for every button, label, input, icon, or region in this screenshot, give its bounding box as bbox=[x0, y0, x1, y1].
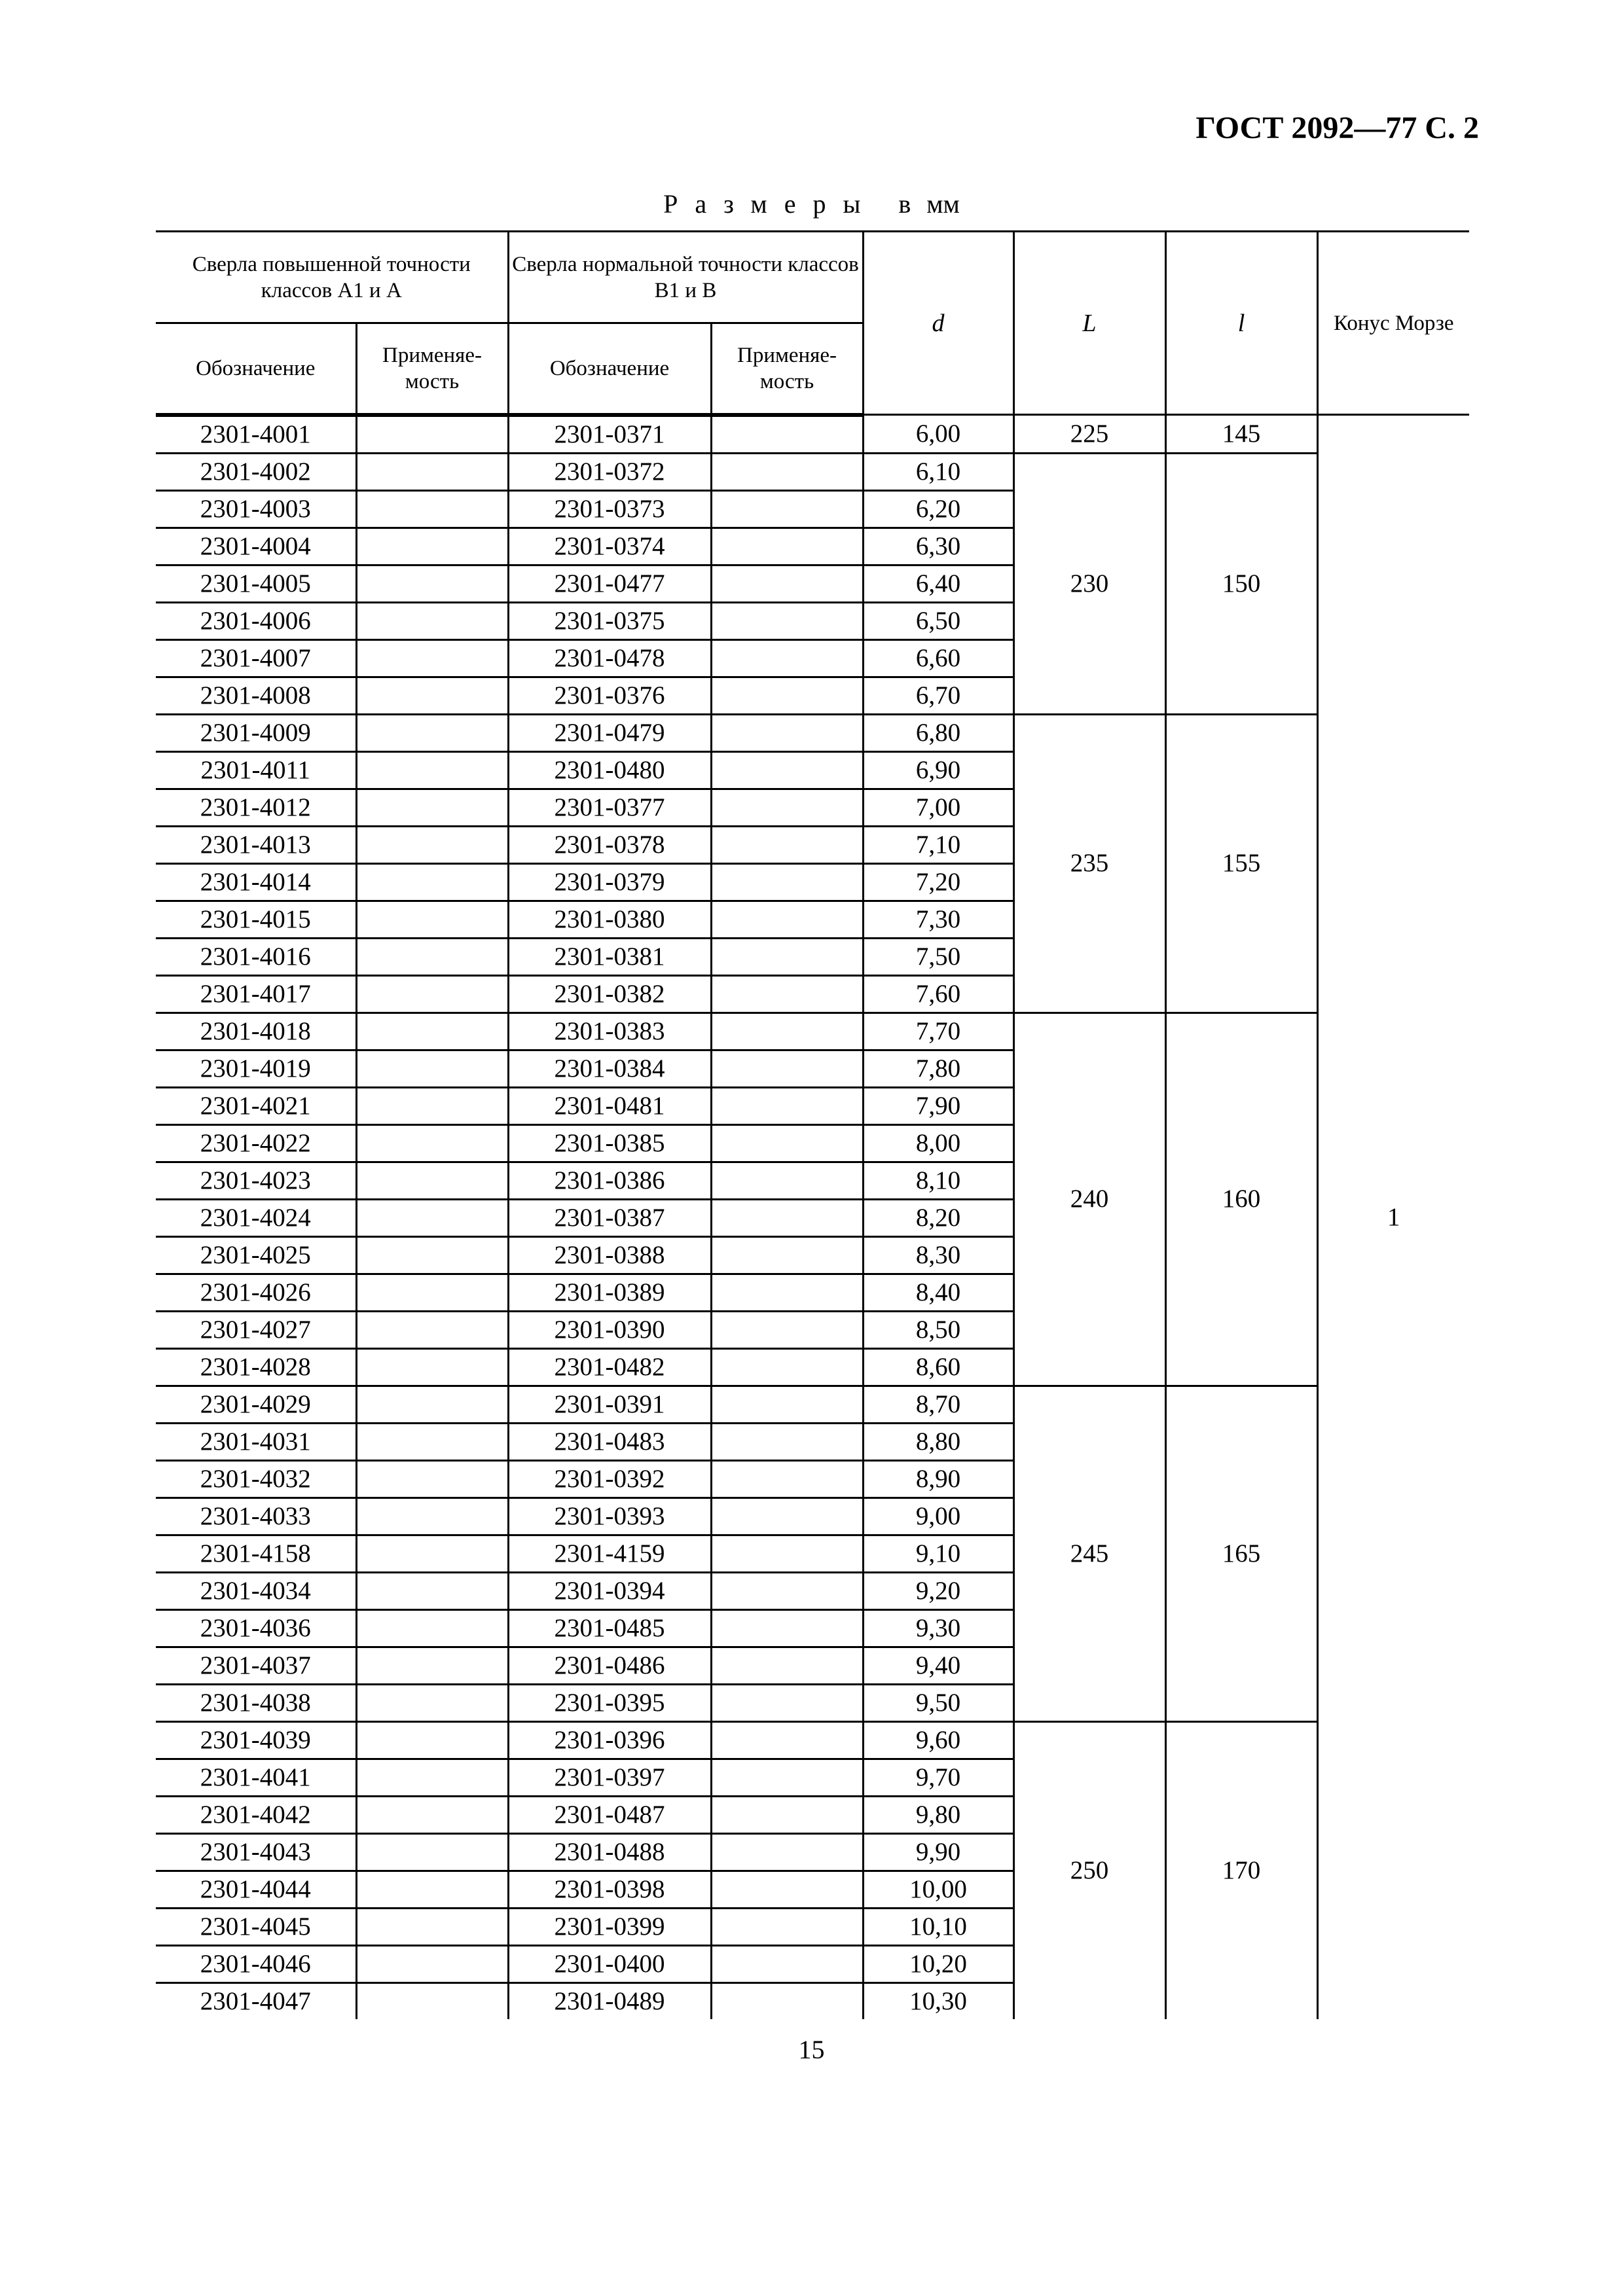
L-cell: 240 bbox=[1013, 1013, 1165, 1386]
applicability-normal-cell bbox=[711, 1684, 863, 1721]
d-cell: 10,00 bbox=[863, 1871, 1013, 1908]
designation-normal-cell: 2301-0383 bbox=[508, 1013, 711, 1050]
applicability-high-cell bbox=[356, 1945, 508, 1982]
d-cell: 8,80 bbox=[863, 1423, 1013, 1460]
designation-normal-cell: 2301-0374 bbox=[508, 528, 711, 565]
designation-high-cell: 2301-4012 bbox=[156, 789, 356, 826]
designation-normal-cell: 2301-0377 bbox=[508, 789, 711, 826]
d-cell: 7,60 bbox=[863, 975, 1013, 1013]
applicability-high-cell bbox=[356, 1050, 508, 1087]
d-cell: 6,40 bbox=[863, 565, 1013, 602]
applicability-high-cell bbox=[356, 453, 508, 490]
header-row-1 bbox=[156, 232, 1469, 323]
d-cell: 6,90 bbox=[863, 751, 1013, 789]
applicability-high-cell bbox=[356, 1498, 508, 1535]
applicability-normal-cell bbox=[711, 1050, 863, 1087]
applicability-normal-cell bbox=[711, 714, 863, 751]
designation-high-cell: 2301-4007 bbox=[156, 639, 356, 677]
d-cell: 7,50 bbox=[863, 938, 1013, 975]
d-cell: 8,00 bbox=[863, 1124, 1013, 1162]
d-cell: 6,70 bbox=[863, 677, 1013, 714]
applicability-high-cell bbox=[356, 1647, 508, 1684]
d-cell: 8,10 bbox=[863, 1162, 1013, 1199]
applicability-normal-cell bbox=[711, 1311, 863, 1348]
designation-high-cell: 2301-4001 bbox=[156, 415, 356, 454]
applicability-high-cell bbox=[356, 490, 508, 528]
applicability-high-cell bbox=[356, 1348, 508, 1386]
designation-normal-cell: 2301-0385 bbox=[508, 1124, 711, 1162]
applicability-normal-cell bbox=[711, 863, 863, 901]
applicability-normal-cell bbox=[711, 938, 863, 975]
l-cell: 165 bbox=[1165, 1386, 1317, 1721]
applicability-high-cell bbox=[356, 1236, 508, 1274]
header-designation-normal: Обозначение bbox=[508, 323, 711, 415]
designation-normal-cell: 2301-0394 bbox=[508, 1572, 711, 1609]
applicability-high-cell bbox=[356, 1199, 508, 1236]
designation-high-cell: 2301-4043 bbox=[156, 1833, 356, 1871]
designation-high-cell: 2301-4025 bbox=[156, 1236, 356, 1274]
applicability-normal-cell bbox=[711, 1721, 863, 1759]
applicability-normal-cell bbox=[711, 1871, 863, 1908]
designation-normal-cell: 2301-0380 bbox=[508, 901, 711, 938]
designation-high-cell: 2301-4016 bbox=[156, 938, 356, 975]
L-cell: 235 bbox=[1013, 714, 1165, 1013]
d-cell: 8,40 bbox=[863, 1274, 1013, 1311]
designation-normal-cell: 2301-0391 bbox=[508, 1386, 711, 1423]
d-cell: 9,90 bbox=[863, 1833, 1013, 1871]
designation-high-cell: 2301-4005 bbox=[156, 565, 356, 602]
d-cell: 8,30 bbox=[863, 1236, 1013, 1274]
d-cell: 8,60 bbox=[863, 1348, 1013, 1386]
applicability-normal-cell bbox=[711, 1535, 863, 1572]
d-cell: 6,00 bbox=[863, 415, 1013, 454]
units-caption bbox=[0, 188, 1623, 219]
applicability-normal-cell bbox=[711, 975, 863, 1013]
table-row bbox=[156, 1013, 1469, 1050]
applicability-normal-cell bbox=[711, 1945, 863, 1982]
applicability-normal-cell bbox=[711, 826, 863, 863]
applicability-high-cell bbox=[356, 1572, 508, 1609]
designation-normal-cell: 2301-0398 bbox=[508, 1871, 711, 1908]
applicability-normal-cell bbox=[711, 453, 863, 490]
header-normal-precision: Сверла нормальной точности классов В1 и В bbox=[508, 232, 863, 323]
designation-normal-cell: 2301-0481 bbox=[508, 1087, 711, 1124]
designation-high-cell: 2301-4037 bbox=[156, 1647, 356, 1684]
designation-normal-cell: 2301-0371 bbox=[508, 415, 711, 454]
applicability-high-cell bbox=[356, 1386, 508, 1423]
designation-normal-cell: 2301-0375 bbox=[508, 602, 711, 639]
applicability-high-cell bbox=[356, 1982, 508, 2019]
applicability-normal-cell bbox=[711, 1199, 863, 1236]
d-cell: 7,90 bbox=[863, 1087, 1013, 1124]
designation-high-cell: 2301-4045 bbox=[156, 1908, 356, 1945]
applicability-normal-cell bbox=[711, 1386, 863, 1423]
applicability-high-cell bbox=[356, 1908, 508, 1945]
table-row bbox=[156, 453, 1469, 490]
applicability-normal-cell bbox=[711, 1274, 863, 1311]
applicability-high-cell bbox=[356, 1684, 508, 1721]
morse-cone-cell: 1 bbox=[1317, 415, 1469, 2019]
designation-high-cell: 2301-4038 bbox=[156, 1684, 356, 1721]
designation-high-cell: 2301-4013 bbox=[156, 826, 356, 863]
designation-normal-cell: 2301-0378 bbox=[508, 826, 711, 863]
d-cell: 9,20 bbox=[863, 1572, 1013, 1609]
applicability-normal-cell bbox=[711, 1124, 863, 1162]
d-cell: 9,70 bbox=[863, 1759, 1013, 1796]
designation-high-cell: 2301-4036 bbox=[156, 1609, 356, 1647]
d-cell: 8,50 bbox=[863, 1311, 1013, 1348]
d-cell: 7,10 bbox=[863, 826, 1013, 863]
header-high-precision: Сверла повышенной точности классов А1 и А bbox=[156, 232, 508, 323]
applicability-normal-cell bbox=[711, 1759, 863, 1796]
designation-high-cell: 2301-4023 bbox=[156, 1162, 356, 1199]
applicability-high-cell bbox=[356, 1013, 508, 1050]
d-cell: 10,10 bbox=[863, 1908, 1013, 1945]
designation-normal-cell: 2301-0387 bbox=[508, 1199, 711, 1236]
designation-normal-cell: 2301-0393 bbox=[508, 1498, 711, 1535]
applicability-normal-cell bbox=[711, 677, 863, 714]
applicability-high-cell bbox=[356, 1162, 508, 1199]
d-cell: 6,10 bbox=[863, 453, 1013, 490]
d-cell: 9,30 bbox=[863, 1609, 1013, 1647]
designation-high-cell: 2301-4017 bbox=[156, 975, 356, 1013]
applicability-high-cell bbox=[356, 677, 508, 714]
designation-normal-cell: 2301-0485 bbox=[508, 1609, 711, 1647]
applicability-high-cell bbox=[356, 1124, 508, 1162]
designation-high-cell: 2301-4022 bbox=[156, 1124, 356, 1162]
designation-high-cell: 2301-4042 bbox=[156, 1796, 356, 1833]
applicability-normal-cell bbox=[711, 751, 863, 789]
d-cell: 8,70 bbox=[863, 1386, 1013, 1423]
applicability-high-cell bbox=[356, 1274, 508, 1311]
applicability-normal-cell bbox=[711, 602, 863, 639]
d-cell: 6,50 bbox=[863, 602, 1013, 639]
d-cell: 9,00 bbox=[863, 1498, 1013, 1535]
designation-high-cell: 2301-4015 bbox=[156, 901, 356, 938]
l-cell: 155 bbox=[1165, 714, 1317, 1013]
applicability-normal-cell bbox=[711, 1162, 863, 1199]
designation-normal-cell: 2301-0389 bbox=[508, 1274, 711, 1311]
applicability-high-cell bbox=[356, 1087, 508, 1124]
applicability-high-cell bbox=[356, 1311, 508, 1348]
designation-high-cell: 2301-4008 bbox=[156, 677, 356, 714]
applicability-high-cell bbox=[356, 714, 508, 751]
applicability-high-cell bbox=[356, 1871, 508, 1908]
designation-high-cell: 2301-4021 bbox=[156, 1087, 356, 1124]
L-cell: 230 bbox=[1013, 453, 1165, 714]
applicability-normal-cell bbox=[711, 1833, 863, 1871]
applicability-normal-cell bbox=[711, 490, 863, 528]
designation-normal-cell: 2301-0390 bbox=[508, 1311, 711, 1348]
applicability-high-cell bbox=[356, 1423, 508, 1460]
header-applicability-high: Применяе- мость bbox=[356, 323, 508, 415]
designation-high-cell: 2301-4044 bbox=[156, 1871, 356, 1908]
d-cell: 7,70 bbox=[863, 1013, 1013, 1050]
applicability-normal-cell bbox=[711, 1609, 863, 1647]
applicability-normal-cell bbox=[711, 1908, 863, 1945]
applicability-high-cell bbox=[356, 826, 508, 863]
applicability-high-cell bbox=[356, 1460, 508, 1498]
designation-normal-cell: 2301-0395 bbox=[508, 1684, 711, 1721]
table-row bbox=[156, 714, 1469, 751]
applicability-high-cell bbox=[356, 1535, 508, 1572]
applicability-normal-cell bbox=[711, 1348, 863, 1386]
header-L: L bbox=[1013, 232, 1165, 415]
designation-normal-cell: 2301-0487 bbox=[508, 1796, 711, 1833]
designation-normal-cell: 2301-0376 bbox=[508, 677, 711, 714]
table-row bbox=[156, 1386, 1469, 1423]
designation-normal-cell: 2301-0392 bbox=[508, 1460, 711, 1498]
designation-normal-cell: 2301-0381 bbox=[508, 938, 711, 975]
d-cell: 7,30 bbox=[863, 901, 1013, 938]
designation-high-cell: 2301-4046 bbox=[156, 1945, 356, 1982]
applicability-high-cell bbox=[356, 751, 508, 789]
designation-high-cell: 2301-4014 bbox=[156, 863, 356, 901]
designation-normal-cell: 2301-0396 bbox=[508, 1721, 711, 1759]
applicability-normal-cell bbox=[711, 1423, 863, 1460]
applicability-normal-cell bbox=[711, 565, 863, 602]
applicability-high-cell bbox=[356, 602, 508, 639]
applicability-high-cell bbox=[356, 415, 508, 454]
designation-normal-cell: 2301-0482 bbox=[508, 1348, 711, 1386]
designation-normal-cell: 2301-0400 bbox=[508, 1945, 711, 1982]
l-cell: 170 bbox=[1165, 1721, 1317, 2019]
designation-high-cell: 2301-4027 bbox=[156, 1311, 356, 1348]
designation-high-cell: 2301-4009 bbox=[156, 714, 356, 751]
L-cell: 250 bbox=[1013, 1721, 1165, 2019]
d-cell: 7,00 bbox=[863, 789, 1013, 826]
designation-normal-cell: 2301-0488 bbox=[508, 1833, 711, 1871]
header-applicability-normal: Применяе- мость bbox=[711, 323, 863, 415]
designation-normal-cell: 2301-0382 bbox=[508, 975, 711, 1013]
applicability-high-cell bbox=[356, 975, 508, 1013]
designation-high-cell: 2301-4158 bbox=[156, 1535, 356, 1572]
applicability-high-cell bbox=[356, 528, 508, 565]
designation-normal-cell: 2301-0388 bbox=[508, 1236, 711, 1274]
designation-normal-cell: 2301-0480 bbox=[508, 751, 711, 789]
applicability-normal-cell bbox=[711, 528, 863, 565]
designation-normal-cell: 2301-4159 bbox=[508, 1535, 711, 1572]
d-cell: 9,40 bbox=[863, 1647, 1013, 1684]
designation-high-cell: 2301-4031 bbox=[156, 1423, 356, 1460]
designation-normal-cell: 2301-0483 bbox=[508, 1423, 711, 1460]
designation-normal-cell: 2301-0373 bbox=[508, 490, 711, 528]
designation-high-cell: 2301-4024 bbox=[156, 1199, 356, 1236]
applicability-normal-cell bbox=[711, 901, 863, 938]
d-cell: 10,20 bbox=[863, 1945, 1013, 1982]
applicability-normal-cell bbox=[711, 415, 863, 454]
applicability-high-cell bbox=[356, 863, 508, 901]
units-caption-unit: мм bbox=[926, 189, 960, 219]
designation-normal-cell: 2301-0399 bbox=[508, 1908, 711, 1945]
table-row bbox=[156, 1721, 1469, 1759]
designation-high-cell: 2301-4033 bbox=[156, 1498, 356, 1535]
designation-normal-cell: 2301-0384 bbox=[508, 1050, 711, 1087]
applicability-normal-cell bbox=[711, 1796, 863, 1833]
applicability-normal-cell bbox=[711, 1236, 863, 1274]
designation-high-cell: 2301-4034 bbox=[156, 1572, 356, 1609]
d-cell: 9,10 bbox=[863, 1535, 1013, 1572]
L-cell: 245 bbox=[1013, 1386, 1165, 1721]
applicability-normal-cell bbox=[711, 1982, 863, 2019]
d-cell: 6,80 bbox=[863, 714, 1013, 751]
designation-high-cell: 2301-4002 bbox=[156, 453, 356, 490]
applicability-normal-cell bbox=[711, 639, 863, 677]
d-cell: 6,30 bbox=[863, 528, 1013, 565]
designation-normal-cell: 2301-0372 bbox=[508, 453, 711, 490]
header-morse-cone: Конус Морзе bbox=[1317, 232, 1469, 415]
applicability-normal-cell bbox=[711, 1498, 863, 1535]
designation-high-cell: 2301-4028 bbox=[156, 1348, 356, 1386]
applicability-normal-cell bbox=[711, 789, 863, 826]
header-l: l bbox=[1165, 232, 1317, 415]
designation-normal-cell: 2301-0478 bbox=[508, 639, 711, 677]
designation-normal-cell: 2301-0479 bbox=[508, 714, 711, 751]
applicability-normal-cell bbox=[711, 1647, 863, 1684]
designation-normal-cell: 2301-0477 bbox=[508, 565, 711, 602]
header-designation-high: Обозначение bbox=[156, 323, 356, 415]
applicability-normal-cell bbox=[711, 1087, 863, 1124]
table-body bbox=[156, 415, 1469, 2019]
units-caption-prefix: Размеры bbox=[663, 189, 878, 219]
designation-normal-cell: 2301-0386 bbox=[508, 1162, 711, 1199]
applicability-normal-cell bbox=[711, 1572, 863, 1609]
designation-high-cell: 2301-4018 bbox=[156, 1013, 356, 1050]
designation-high-cell: 2301-4019 bbox=[156, 1050, 356, 1087]
designation-high-cell: 2301-4006 bbox=[156, 602, 356, 639]
applicability-high-cell bbox=[356, 565, 508, 602]
designation-high-cell: 2301-4041 bbox=[156, 1759, 356, 1796]
designation-high-cell: 2301-4011 bbox=[156, 751, 356, 789]
designation-high-cell: 2301-4032 bbox=[156, 1460, 356, 1498]
table-row bbox=[156, 415, 1469, 454]
designation-high-cell: 2301-4047 bbox=[156, 1982, 356, 2019]
designation-normal-cell: 2301-0489 bbox=[508, 1982, 711, 2019]
applicability-high-cell bbox=[356, 789, 508, 826]
applicability-high-cell bbox=[356, 1759, 508, 1796]
d-cell: 6,60 bbox=[863, 639, 1013, 677]
d-cell: 10,30 bbox=[863, 1982, 1013, 2019]
units-caption-mid: в bbox=[898, 189, 911, 219]
designation-high-cell: 2301-4029 bbox=[156, 1386, 356, 1423]
applicability-high-cell bbox=[356, 1796, 508, 1833]
d-cell: 9,50 bbox=[863, 1684, 1013, 1721]
designation-high-cell: 2301-4039 bbox=[156, 1721, 356, 1759]
applicability-normal-cell bbox=[711, 1013, 863, 1050]
l-cell: 160 bbox=[1165, 1013, 1317, 1386]
d-cell: 7,80 bbox=[863, 1050, 1013, 1087]
applicability-high-cell bbox=[356, 1833, 508, 1871]
applicability-high-cell bbox=[356, 938, 508, 975]
page-number: 15 bbox=[798, 2035, 825, 2064]
designation-normal-cell: 2301-0486 bbox=[508, 1647, 711, 1684]
d-cell: 9,60 bbox=[863, 1721, 1013, 1759]
designation-high-cell: 2301-4026 bbox=[156, 1274, 356, 1311]
d-cell: 9,80 bbox=[863, 1796, 1013, 1833]
header-d: d bbox=[863, 232, 1013, 415]
designation-high-cell: 2301-4004 bbox=[156, 528, 356, 565]
d-cell: 8,90 bbox=[863, 1460, 1013, 1498]
designation-normal-cell: 2301-0397 bbox=[508, 1759, 711, 1796]
L-cell: 225 bbox=[1013, 415, 1165, 454]
l-cell: 145 bbox=[1165, 415, 1317, 454]
applicability-high-cell bbox=[356, 901, 508, 938]
d-cell: 7,20 bbox=[863, 863, 1013, 901]
page-header: ГОСТ 2092—77 С. 2 bbox=[1195, 111, 1479, 145]
applicability-high-cell bbox=[356, 639, 508, 677]
applicability-high-cell bbox=[356, 1609, 508, 1647]
sizes-table bbox=[156, 230, 1469, 2019]
d-cell: 6,20 bbox=[863, 490, 1013, 528]
designation-normal-cell: 2301-0379 bbox=[508, 863, 711, 901]
applicability-normal-cell bbox=[711, 1460, 863, 1498]
l-cell: 150 bbox=[1165, 453, 1317, 714]
applicability-high-cell bbox=[356, 1721, 508, 1759]
designation-high-cell: 2301-4003 bbox=[156, 490, 356, 528]
d-cell: 8,20 bbox=[863, 1199, 1013, 1236]
